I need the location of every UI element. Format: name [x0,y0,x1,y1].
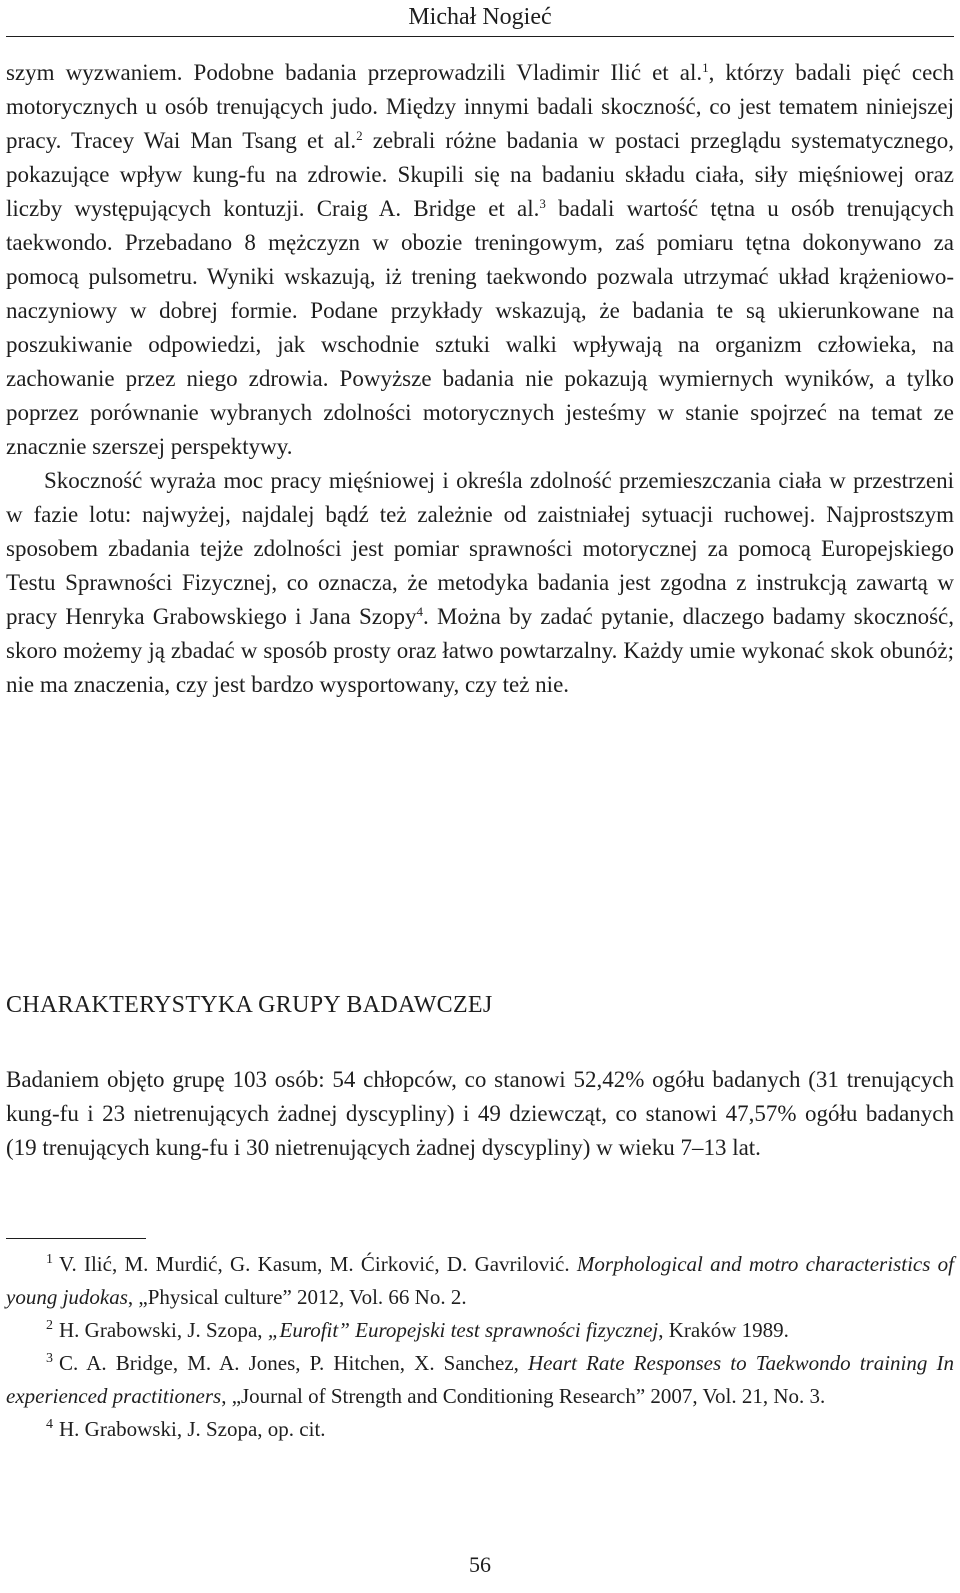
paragraph-related-studies [6,56,954,464]
footnotes [6,1248,954,1446]
header-divider [6,36,954,37]
footnote-number: 2 [46,1318,53,1334]
footnote-number: 3 [46,1351,53,1367]
footnote-source: , „Journal of Strength and Conditioning Research” 2007, Vol. 21, No. 3. [221,1384,826,1408]
footnote-4 [6,1413,954,1446]
footnote-ref-2[interactable]: 2 [356,128,363,144]
footnote-title: „Eurofit” Europejski test sprawności fizycznej [267,1318,659,1342]
paragraph-text: Skoczność wyraża moc pracy mięśniowej i określa zdolność przemieszczania ciała w przestrzeni w fazie lotu: najwyżej, najdalej bądź też zależnie od zaistniałej sytuacji ruchowej. Najprostszym sposobem zbadania tejże zdolności jest pomiar sprawności motorycznej za pomocą Europejskiego Testu Sprawności Fizycznej, co oznacza, że metodyka badania jest zgodna z instrukcją zawartą w pracy Henryka Grabowskiego i Jana Szopy [6,468,954,629]
page-number: 56 [469,1552,491,1577]
footnote-title: Heart Rate Responses to Taekwondo training In experienced practitioners [6,1351,954,1408]
paragraph-text: szym wyzwaniem. Podobne badania przeprowadzili Vladimir Ilić et al. [6,60,703,85]
footnote-ref-3[interactable]: 3 [539,196,546,212]
footnote-number: 4 [46,1417,53,1433]
footnote-title: Morphological and motro characteristics of young judokas [6,1252,955,1309]
footnote-2 [6,1314,954,1347]
footnote-authors: C. A. Bridge, M. A. Jones, P. Hitchen, X. Sanchez, [59,1351,528,1375]
footnote-1 [6,1248,954,1314]
paragraph-text: . Można by zadać pytanie, dlaczego badamy skoczność, skoro możemy ją zbadać w sposób prosty oraz łatwo powtarzalny. Każdy umie wykonać skok obunóż; nie ma znaczenia, czy jest bardzo wysportowany, czy też nie. [6,604,954,697]
footnote-source: , Kraków 1989. [658,1318,789,1342]
study-group-text [6,1063,954,1165]
paragraph-text: , którzy badali pięć cech motorycznych u osób trenujących judo. Między innymi badali skoczność, co jest tematem niniejszej pracy. Tracey Wai Man Tsang et al. [6,60,955,153]
footnote-ref-4[interactable]: 4 [416,604,423,620]
section-heading: CHARAKTERYSTYKA GRUPY BADAWCZEJ [6,992,493,1018]
footnote-source: , „Physical culture” 2012, Vol. 66 No. 2. [127,1285,467,1309]
paragraph-study-group: Badaniem objęto grupę 103 osób: 54 chłopców, co stanowi 52,42% ogółu badanych (31 trenujących kung-fu i 23 nietrenujących żadnej dyscypliny) i 49 dziewcząt, co stanowi 47,57% ogółu badanych (19 trenujących kung-fu i 30 nietrenujących żadnej dyscypliny) w wieku 7–13 lat. [6,1067,954,1160]
paragraph-text: zebrali różne badania w postaci przeglądu systematycznego, pokazujące wpływ kung-fu na zdrowie. Skupili się na badaniu składu ciała, siły mięśniowej oraz liczby występujących kontuzji. Craig A. Bridge et al. [6,128,954,221]
footnote-authors: V. Ilić, M. Murdić, G. Kasum, M. Ćirković, D. Gavrilović. [59,1252,577,1276]
footnote-3 [6,1347,954,1413]
footnote-ref-1[interactable]: 1 [702,60,709,76]
footnote-number: 1 [46,1252,53,1268]
main-text [6,56,954,702]
footnote-authors: H. Grabowski, J. Szopa, op. cit. [59,1417,326,1441]
paragraph-text: badali wartość tętna u osób trenujących taekwondo. Przebadano 8 mężczyzn w obozie treningowym, zaś pomiaru tętna dokonywano za pomocą pulsometru. Wyniki wskazują, iż trening taekwondo pozwala utrzymać układ krążeniowo-naczyniowy w dobrej formie. Podane przykłady wskazują, że badania te są ukierunkowane na poszukiwanie odpowiedzi, jak wschodnie sztuki walki wpływają na organizm człowieka, na zachowanie przez niego zdrowia. Powyższe badania nie pokazują wymiernych wyników, a tylko poprzez porównanie wybranych zdolności motorycznych jesteśmy w stanie spojrzeć na temat ze znacznie szerszej perspektywy. [6,196,954,459]
running-header-author: Michał Nogieć [408,4,552,30]
paragraph-jumping-ability [6,464,954,702]
footnote-authors: H. Grabowski, J. Szopa, [59,1318,268,1342]
footnote-divider [6,1238,146,1239]
